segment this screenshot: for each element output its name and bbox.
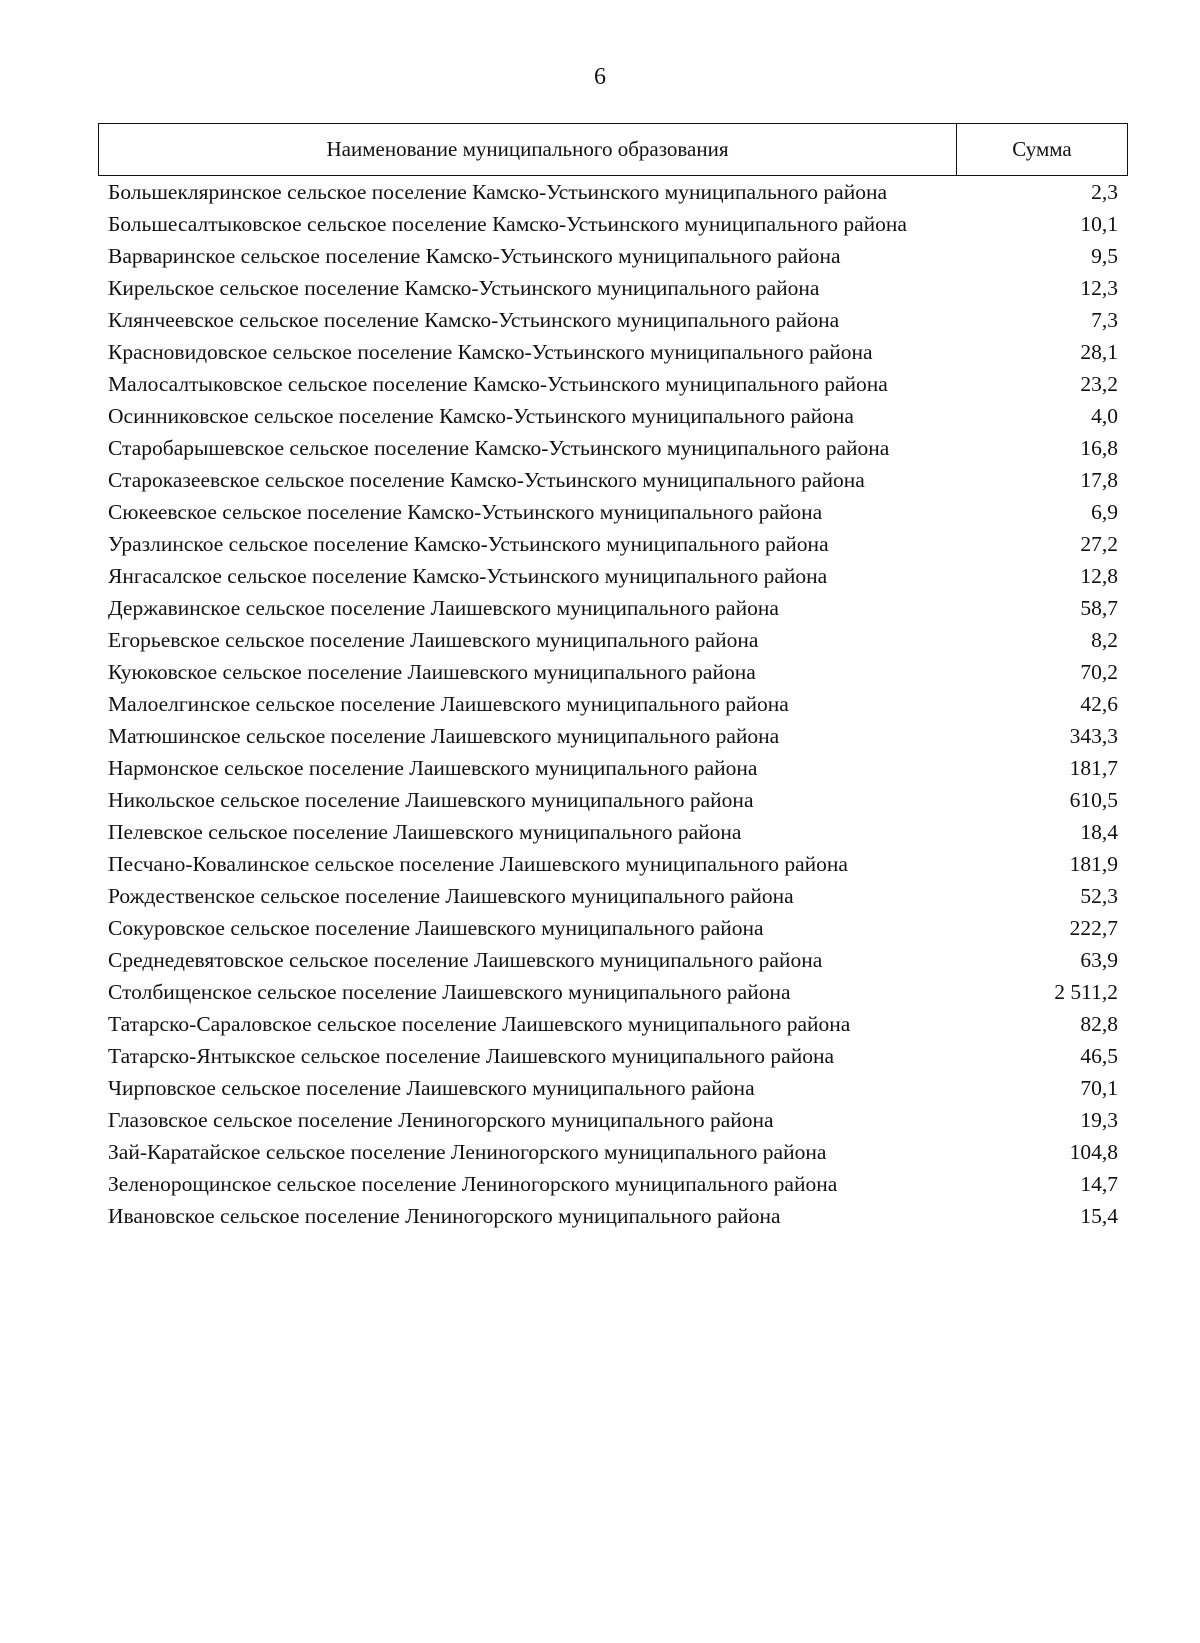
settlement-sum: 2 511,2 bbox=[1054, 980, 1118, 1004]
settlement-name: Глазовское сельское поселение Лениногорского муниципального района bbox=[108, 1108, 774, 1132]
settlement-name: Кирельское сельское поселение Камско-Устьинского муниципального района bbox=[108, 276, 820, 300]
table-row bbox=[108, 528, 1118, 560]
settlement-sum: 46,5 bbox=[1080, 1044, 1118, 1068]
settlement-sum: 42,6 bbox=[1080, 692, 1118, 716]
settlement-sum: 27,2 bbox=[1080, 532, 1118, 556]
table-row bbox=[108, 944, 1118, 976]
table-row bbox=[108, 1136, 1118, 1168]
settlement-sum: 17,8 bbox=[1080, 468, 1118, 492]
table-row bbox=[108, 400, 1118, 432]
table-row bbox=[108, 592, 1118, 624]
table-row bbox=[108, 656, 1118, 688]
table-row bbox=[108, 176, 1118, 208]
table-row bbox=[108, 720, 1118, 752]
page-number: 6 bbox=[594, 64, 606, 90]
table-body bbox=[108, 176, 1118, 1232]
settlement-name: Рождественское сельское поселение Лаишевского муниципального района bbox=[108, 884, 794, 908]
settlement-name: Старобарышевское сельское поселение Камско-Устьинского муниципального района bbox=[108, 436, 890, 460]
table-row bbox=[108, 464, 1118, 496]
table-row bbox=[108, 1072, 1118, 1104]
settlement-sum: 82,8 bbox=[1080, 1012, 1118, 1036]
settlement-sum: 19,3 bbox=[1080, 1108, 1118, 1132]
settlement-sum: 15,4 bbox=[1080, 1204, 1118, 1228]
settlement-name: Уразлинское сельское поселение Камско-Устьинского муниципального района bbox=[108, 532, 829, 556]
settlement-sum: 63,9 bbox=[1080, 948, 1118, 972]
table-row bbox=[108, 368, 1118, 400]
settlement-sum: 8,2 bbox=[1091, 628, 1118, 652]
settlement-name: Клянчеевское сельское поселение Камско-Устьинского муниципального района bbox=[108, 308, 840, 332]
settlement-sum: 23,2 bbox=[1080, 372, 1118, 396]
settlement-name: Большекляринское сельское поселение Камско-Устьинского муниципального района bbox=[108, 180, 888, 204]
table-row bbox=[108, 880, 1118, 912]
table-row bbox=[108, 912, 1118, 944]
table-row bbox=[108, 432, 1118, 464]
settlement-name: Осинниковское сельское поселение Камско-Устьинского муниципального района bbox=[108, 404, 854, 428]
settlement-name: Среднедевятовское сельское поселение Лаишевского муниципального района bbox=[108, 948, 823, 972]
settlement-sum: 7,3 bbox=[1091, 308, 1118, 332]
settlement-name: Ивановское сельское поселение Лениногорского муниципального района bbox=[108, 1204, 781, 1228]
table-row bbox=[108, 688, 1118, 720]
settlement-sum: 70,2 bbox=[1080, 660, 1118, 684]
settlement-name: Матюшинское сельское поселение Лаишевского муниципального района bbox=[108, 724, 780, 748]
settlement-sum: 18,4 bbox=[1080, 820, 1118, 844]
table-row bbox=[108, 272, 1118, 304]
settlement-sum: 9,5 bbox=[1091, 244, 1118, 268]
settlement-name: Столбищенское сельское поселение Лаишевского муниципального района bbox=[108, 980, 791, 1004]
settlement-name: Сокуровское сельское поселение Лаишевского муниципального района bbox=[108, 916, 764, 940]
settlement-name: Зеленорощинское сельское поселение Лениногорского муниципального района bbox=[108, 1172, 838, 1196]
settlement-name: Нармонское сельское поселение Лаишевского муниципального района bbox=[108, 756, 758, 780]
settlement-sum: 610,5 bbox=[1069, 788, 1118, 812]
table-row bbox=[108, 784, 1118, 816]
settlement-name: Варваринское сельское поселение Камско-Устьинского муниципального района bbox=[108, 244, 841, 268]
table-row bbox=[108, 496, 1118, 528]
table-row bbox=[108, 336, 1118, 368]
column-header-name: Наименование муниципального образования bbox=[99, 124, 957, 175]
settlement-sum: 12,3 bbox=[1080, 276, 1118, 300]
settlement-sum: 58,7 bbox=[1080, 596, 1118, 620]
settlement-sum: 4,0 bbox=[1091, 404, 1118, 428]
settlement-name: Татарско-Сараловское сельское поселение Лаишевского муниципального района bbox=[108, 1012, 851, 1036]
settlement-name: Никольское сельское поселение Лаишевского муниципального района bbox=[108, 788, 754, 812]
settlement-name: Егорьевское сельское поселение Лаишевского муниципального района bbox=[108, 628, 759, 652]
settlement-sum: 181,7 bbox=[1069, 756, 1118, 780]
settlement-name: Зай-Каратайское сельское поселение Лениногорского муниципального района bbox=[108, 1140, 827, 1164]
settlement-sum: 14,7 bbox=[1080, 1172, 1118, 1196]
table-row bbox=[108, 304, 1118, 336]
settlement-sum: 181,9 bbox=[1069, 852, 1118, 876]
table-row bbox=[108, 624, 1118, 656]
table-row bbox=[108, 752, 1118, 784]
table-row bbox=[108, 816, 1118, 848]
column-header-sum: Сумма bbox=[1012, 137, 1072, 161]
settlement-name: Янгасалское сельское поселение Камско-Устьинского муниципального района bbox=[108, 564, 828, 588]
table-row bbox=[108, 1040, 1118, 1072]
settlement-sum: 12,8 bbox=[1080, 564, 1118, 588]
settlement-sum: 10,1 bbox=[1080, 212, 1118, 236]
settlement-name: Куюковское сельское поселение Лаишевского муниципального района bbox=[108, 660, 756, 684]
table-row bbox=[108, 240, 1118, 272]
table-row bbox=[108, 1104, 1118, 1136]
settlement-sum: 343,3 bbox=[1069, 724, 1118, 748]
table-row bbox=[108, 848, 1118, 880]
settlement-sum: 6,9 bbox=[1091, 500, 1118, 524]
table-row bbox=[108, 1168, 1118, 1200]
settlement-sum: 2,3 bbox=[1091, 180, 1118, 204]
settlement-sum: 28,1 bbox=[1080, 340, 1118, 364]
table-header bbox=[98, 123, 1128, 176]
settlement-name: Староказеевское сельское поселение Камско-Устьинского муниципального района bbox=[108, 468, 865, 492]
table-row bbox=[108, 208, 1118, 240]
settlement-sum: 16,8 bbox=[1080, 436, 1118, 460]
settlement-name: Татарско-Янтыкское сельское поселение Лаишевского муниципального района bbox=[108, 1044, 835, 1068]
settlement-sum: 70,1 bbox=[1080, 1076, 1118, 1100]
settlement-name: Песчано-Ковалинское сельское поселение Лаишевского муниципального района bbox=[108, 852, 848, 876]
settlement-name: Малоелгинское сельское поселение Лаишевского муниципального района bbox=[108, 692, 789, 716]
settlement-sum: 104,8 bbox=[1069, 1140, 1118, 1164]
settlement-name: Державинское сельское поселение Лаишевского муниципального района bbox=[108, 596, 779, 620]
settlement-sum: 222,7 bbox=[1069, 916, 1118, 940]
settlement-name: Чирповское сельское поселение Лаишевского муниципального района bbox=[108, 1076, 755, 1100]
settlement-name: Малосалтыковское сельское поселение Камско-Устьинского муниципального района bbox=[108, 372, 888, 396]
settlement-name: Пелевское сельское поселение Лаишевского муниципального района bbox=[108, 820, 742, 844]
table-row bbox=[108, 560, 1118, 592]
settlement-name: Большесалтыковское сельское поселение Камско-Устьинского муниципального района bbox=[108, 212, 907, 236]
table-row bbox=[108, 1008, 1118, 1040]
settlement-name: Сюкеевское сельское поселение Камско-Устьинского муниципального района bbox=[108, 500, 823, 524]
settlement-sum: 52,3 bbox=[1080, 884, 1118, 908]
table-row bbox=[108, 1200, 1118, 1232]
settlement-name: Красновидовское сельское поселение Камско-Устьинского муниципального района bbox=[108, 340, 873, 364]
table-row bbox=[108, 976, 1118, 1008]
